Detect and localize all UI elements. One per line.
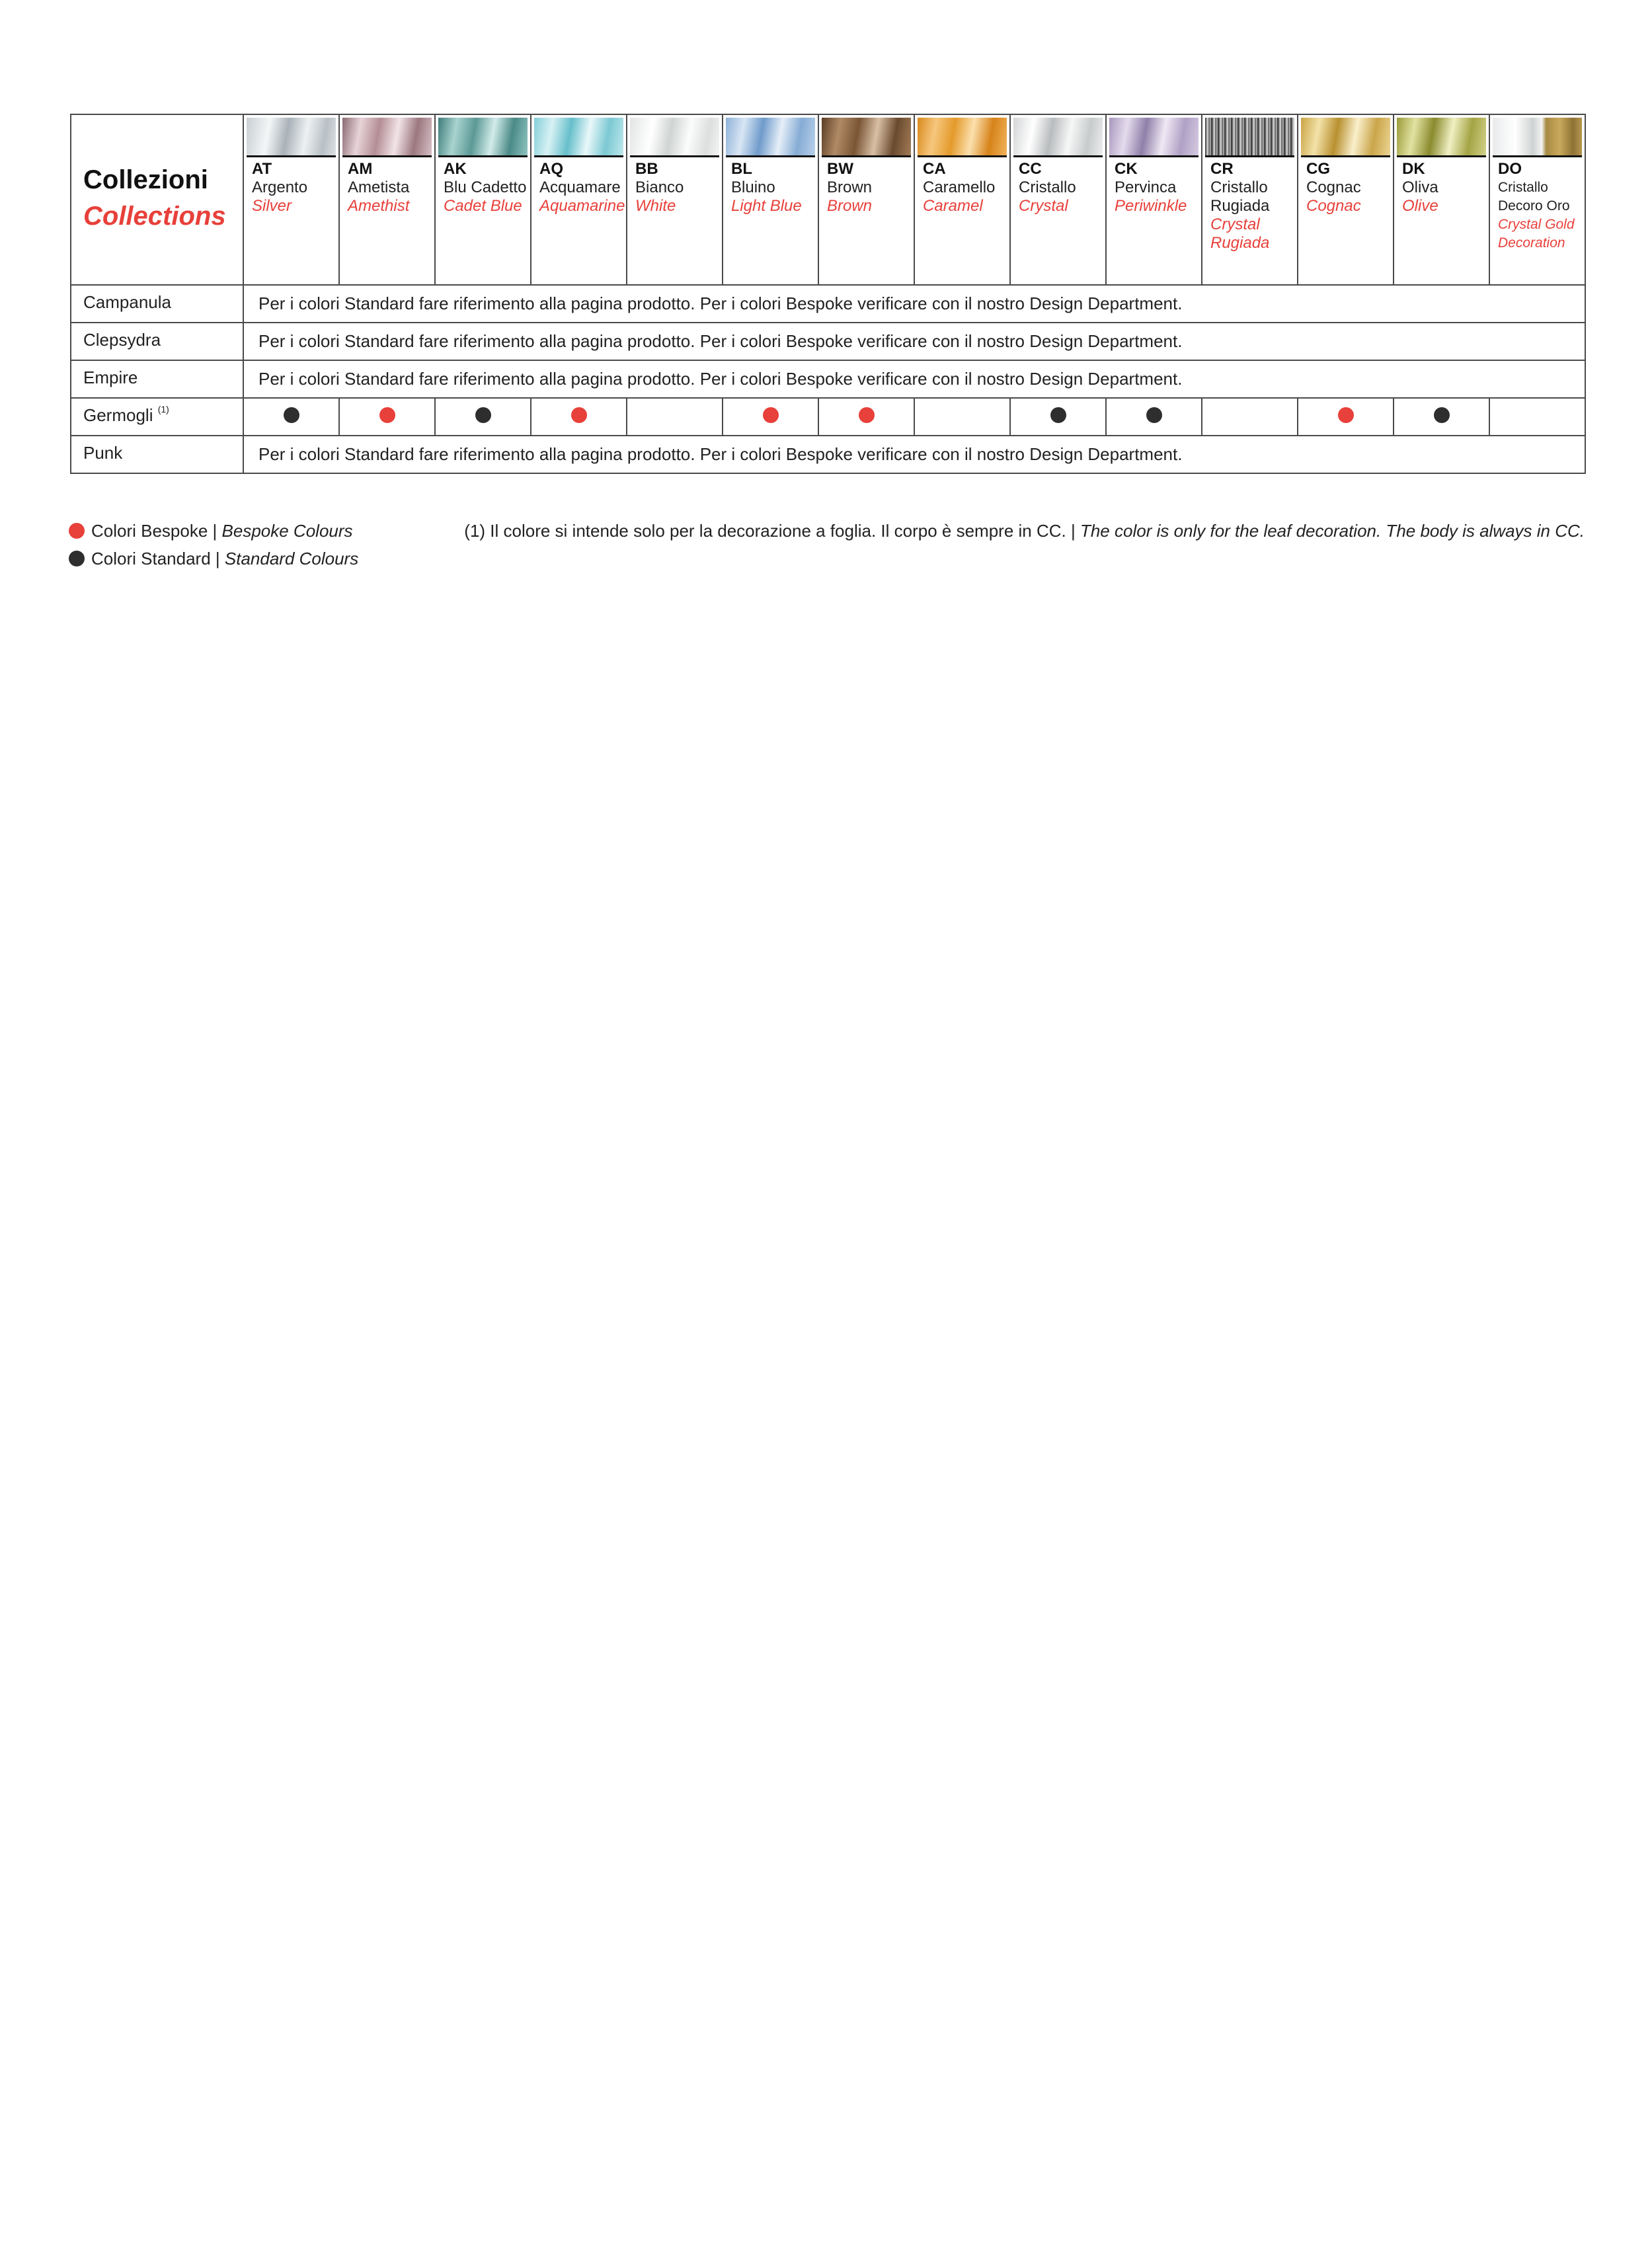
column-header-bl [723, 114, 818, 285]
legend [69, 517, 358, 572]
color-name-italian: Brown [827, 178, 873, 196]
availability-cell [435, 398, 531, 436]
availability-cell [1202, 398, 1298, 436]
standard-dot-icon [284, 407, 299, 423]
color-swatch [1013, 118, 1103, 157]
availability-note: Per i colori Standard fare riferimento alla pagina prodotto. Per i colori Bespoke verificare con il nostro Design Department. [243, 360, 1585, 398]
table-row [71, 285, 1585, 323]
color-name-english: Caramel [923, 197, 983, 215]
color-swatch [918, 118, 1007, 157]
color-swatch [534, 118, 623, 157]
legend-standard-it: Colori Standard | [91, 549, 220, 568]
availability-cell [339, 398, 435, 436]
color-name-italian: Bianco [635, 178, 684, 196]
color-code: CC [1019, 160, 1042, 178]
bespoke-dot-icon [69, 523, 85, 539]
color-code: BB [635, 160, 658, 178]
collection-name-text: Campanula [83, 292, 171, 312]
table-row [71, 398, 1585, 436]
legend-bespoke [69, 517, 358, 545]
column-header-cg [1298, 114, 1394, 285]
color-name-english: Cadet Blue [444, 197, 522, 215]
bespoke-dot-icon [1338, 407, 1354, 423]
availability-note: Per i colori Standard fare riferimento alla pagina prodotto. Per i colori Bespoke verificare con il nostro Design Department. [243, 436, 1585, 473]
column-header-aq [531, 114, 627, 285]
availability-cell [243, 398, 339, 436]
footnote [464, 517, 1585, 545]
color-name-italian: Caramello [923, 178, 996, 196]
color-name-italian: Oliva [1402, 178, 1438, 196]
color-swatch [630, 118, 719, 157]
color-name-english: Aquamarine [539, 197, 625, 215]
collection-name [71, 323, 243, 360]
color-name-english: Crystal Rugiada [1210, 215, 1270, 252]
bespoke-dot-icon [571, 407, 587, 423]
table-row [71, 323, 1585, 360]
standard-dot-icon [475, 407, 491, 423]
footnote-italian: (1) Il colore si intende solo per la decorazione a foglia. Il corpo è sempre in CC. | [464, 521, 1076, 541]
color-code: CG [1306, 160, 1330, 178]
color-swatch [247, 118, 336, 157]
availability-cell [1489, 398, 1585, 436]
availability-cell [818, 398, 914, 436]
color-code: DK [1402, 160, 1425, 178]
color-code: AT [252, 160, 272, 178]
color-swatch [1205, 118, 1294, 157]
column-header-at [243, 114, 339, 285]
title-italian: Collezioni [83, 165, 208, 194]
availability-cell [723, 398, 818, 436]
column-header-ck [1106, 114, 1202, 285]
title-english: Collections [83, 202, 226, 231]
column-header-cr [1202, 114, 1298, 285]
standard-dot-icon [1050, 407, 1066, 423]
color-code: AQ [539, 160, 563, 178]
color-name-italian: Ametista [348, 178, 410, 196]
color-name-english: Silver [252, 197, 292, 215]
bespoke-dot-icon [763, 407, 779, 423]
footnote-marker: (1) [157, 404, 169, 414]
bespoke-dot-icon [379, 407, 395, 423]
standard-dot-icon [1434, 407, 1450, 423]
color-name-english: White [635, 197, 676, 215]
color-name-english: Light Blue [731, 197, 802, 215]
color-name-italian: Acquamare [539, 178, 621, 196]
color-name-english: Crystal [1019, 197, 1068, 215]
standard-dot-icon [69, 551, 85, 566]
collection-name-text: Punk [83, 443, 123, 463]
color-code: BW [827, 160, 853, 178]
header-row [71, 114, 1585, 285]
collection-name-text: Clepsydra [83, 330, 161, 350]
color-code: DO [1498, 160, 1522, 178]
color-name-italian: Cristallo [1019, 178, 1076, 196]
table-row [71, 360, 1585, 398]
availability-cell [531, 398, 627, 436]
color-swatch [1397, 118, 1486, 157]
color-name-italian: Cognac [1306, 178, 1361, 196]
color-name-english: Periwinkle [1115, 197, 1187, 215]
column-header-ca [914, 114, 1010, 285]
color-code: AK [444, 160, 467, 178]
color-code: CA [923, 160, 946, 178]
color-code: BL [731, 160, 752, 178]
color-swatch [438, 118, 528, 157]
column-header-do [1489, 114, 1585, 285]
color-name-italian: Argento [252, 178, 308, 196]
legend-standard-en: Standard Colours [224, 549, 359, 568]
collection-name [71, 398, 243, 436]
column-header-cc [1010, 114, 1106, 285]
availability-cell [914, 398, 1010, 436]
color-swatch [1493, 118, 1582, 157]
collection-name [71, 360, 243, 398]
color-code: AM [348, 160, 373, 178]
color-swatch [822, 118, 911, 157]
legend-bespoke-it: Colori Bespoke | [91, 521, 217, 541]
availability-cell [1394, 398, 1489, 436]
availability-cell [1010, 398, 1106, 436]
color-swatch [1109, 118, 1199, 157]
availability-note: Per i colori Standard fare riferimento alla pagina prodotto. Per i colori Bespoke verificare con il nostro Design Department. [243, 285, 1585, 323]
color-name-english: Olive [1402, 197, 1438, 215]
legend-bespoke-en: Bespoke Colours [221, 521, 353, 541]
table-row [71, 436, 1585, 473]
availability-cell [1298, 398, 1394, 436]
color-name-english: Cognac [1306, 197, 1361, 215]
color-name-italian: Cristallo Decoro Oro [1498, 180, 1570, 214]
column-header-am [339, 114, 435, 285]
availability-cell [1106, 398, 1202, 436]
collection-name [71, 285, 243, 323]
footnote-english: The color is only for the leaf decoration. The body is always in CC. [1080, 521, 1585, 541]
legend-standard [69, 545, 358, 572]
color-swatch [726, 118, 815, 157]
color-name-italian: Pervinca [1115, 178, 1177, 196]
column-header-dk [1394, 114, 1489, 285]
standard-dot-icon [1146, 407, 1162, 423]
color-name-english: Amethist [348, 197, 410, 215]
color-code: CR [1210, 160, 1234, 178]
color-name-italian: Bluino [731, 178, 775, 196]
availability-cell [627, 398, 723, 436]
collections-table [70, 114, 1586, 474]
bespoke-dot-icon [859, 407, 875, 423]
color-name-english: Crystal Gold Decoration [1498, 217, 1575, 251]
color-name-english: Brown [827, 197, 873, 215]
column-header-bb [627, 114, 723, 285]
color-name-italian: Cristallo Rugiada [1210, 178, 1270, 215]
column-header-bw [818, 114, 914, 285]
color-name-italian: Blu Cadetto [444, 178, 527, 196]
collection-name [71, 436, 243, 473]
color-swatch [1301, 118, 1390, 157]
color-swatch [342, 118, 432, 157]
collection-name-text: Empire [83, 368, 138, 387]
color-code: CK [1115, 160, 1138, 178]
collection-name-text: Germogli [83, 405, 153, 425]
table-title-cell [71, 114, 243, 285]
column-header-ak [435, 114, 531, 285]
availability-note: Per i colori Standard fare riferimento alla pagina prodotto. Per i colori Bespoke verificare con il nostro Design Department. [243, 323, 1585, 360]
